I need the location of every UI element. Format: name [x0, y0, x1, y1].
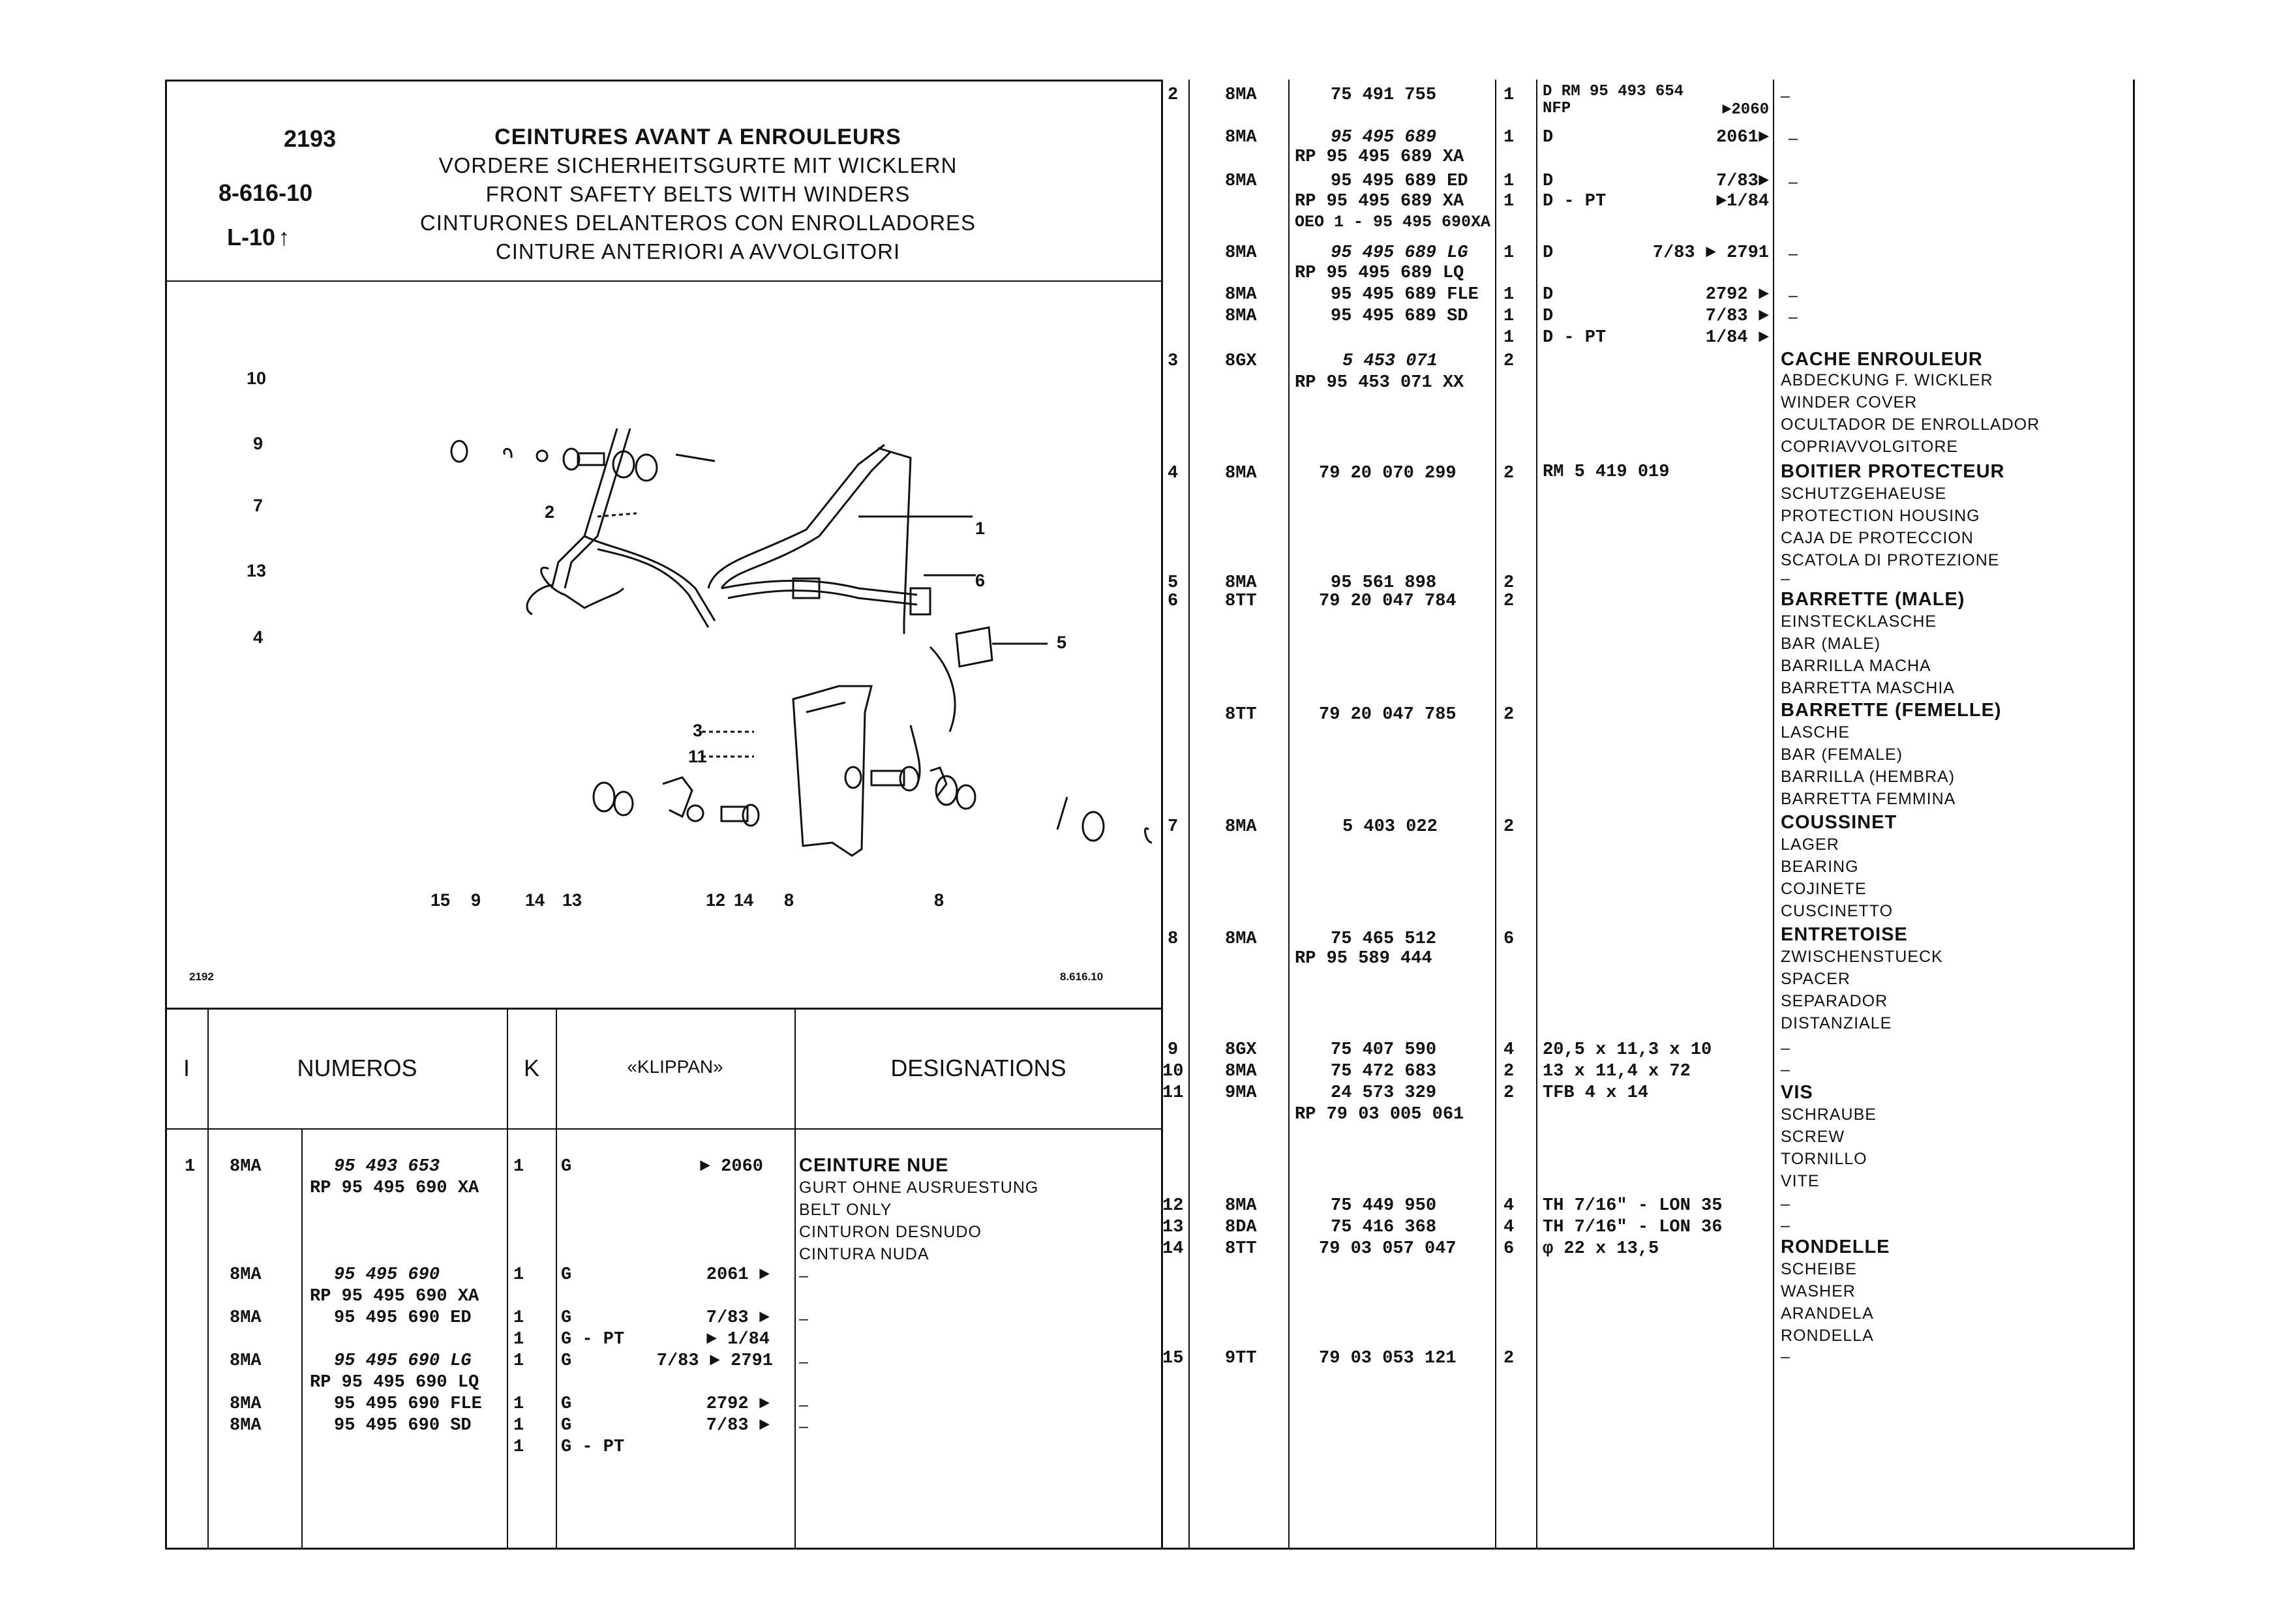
klippan-code: G - PT [561, 1437, 625, 1457]
klippan-code: TFB 4 x 14 [1543, 1083, 1649, 1103]
part-code: 8MA [230, 1308, 262, 1328]
part-code: 8MA [230, 1394, 262, 1414]
part-qty: 2 [1503, 1062, 1515, 1081]
callout-5: 5 [1057, 633, 1067, 652]
part-number: 75 416 368 [1331, 1218, 1437, 1237]
part-rp: OEO 1 - 95 495 690XA [1295, 213, 1491, 232]
designation-dash: – [799, 1396, 809, 1414]
klippan-code: D - PT [1543, 192, 1607, 211]
part-qty: 2 [1503, 573, 1515, 593]
designation-line: SEPARADOR [1781, 992, 1888, 1010]
klippan-range: ►2060 [1721, 101, 1769, 119]
callout-10: 10 [247, 368, 267, 388]
col-numeros-header: NUMEROS [297, 1055, 417, 1081]
part-code: 8MA [1225, 172, 1257, 191]
designation-main: RONDELLE [1781, 1237, 1890, 1257]
part-qty: 1 [1503, 243, 1515, 263]
table-row: 10 [1162, 1062, 1184, 1081]
klippan-code: φ 22 x 13,5 [1543, 1239, 1659, 1259]
designation-dash: – [1781, 1039, 1790, 1057]
part-number: 79 20 070 299 [1319, 464, 1457, 483]
callout-14b: 14 [734, 890, 754, 910]
part-number: 75 407 590 [1331, 1040, 1437, 1060]
part-number: 5 453 071 [1342, 352, 1438, 371]
part-qty: 1 [1503, 172, 1515, 191]
callout-4: 4 [253, 627, 264, 647]
table-row: 12 [1162, 1196, 1184, 1216]
designation-line: BEARING [1781, 858, 1859, 876]
callout-8: 8 [784, 890, 794, 910]
part-qty: 1 [1503, 85, 1515, 105]
table-row: 13 [1162, 1218, 1184, 1237]
designation-line: TORNILLO [1781, 1150, 1867, 1168]
designation-dash: – [1781, 1347, 1790, 1366]
designation-dash: – [799, 1267, 809, 1285]
table-row: 2 [1168, 85, 1179, 105]
part-number: 95 495 690 [334, 1265, 440, 1285]
part-number: 95 493 653 [334, 1157, 440, 1177]
klippan-range: 1/84 ► [1705, 328, 1769, 348]
designation-main: BOITIER PROTECTEUR [1781, 461, 2005, 482]
designation-dash: – [1781, 1216, 1790, 1235]
up-arrow-icon: ↑ [278, 224, 290, 250]
designation-line: LASCHE [1781, 723, 1850, 742]
part-number: 75 472 683 [1331, 1062, 1437, 1081]
part-qty: 1 [513, 1265, 524, 1285]
designation-line: CAJA DE PROTECCION [1781, 529, 1974, 547]
title-block [372, 123, 1024, 266]
part-qty: 1 [513, 1394, 524, 1414]
designation-line: BARRILLA MACHA [1781, 657, 1931, 675]
klippan-range: ► 2060 [699, 1157, 763, 1177]
part-code: 8TT [1225, 705, 1257, 725]
designation-line: SCHEIBE [1781, 1260, 1857, 1278]
part-number: 79 20 047 784 [1319, 592, 1457, 611]
designation-line: OCULTADOR DE ENROLLADOR [1781, 415, 2040, 434]
designation-line: BAR (FEMALE) [1781, 745, 1903, 764]
part-qty: 2 [1503, 705, 1515, 725]
title-fr: CEINTURES AVANT A ENROULEURS [494, 125, 901, 149]
designation-line: COPRIAVVOLGITORE [1781, 438, 1959, 456]
part-qty: 1 [513, 1416, 524, 1435]
table-row: 15 [1162, 1349, 1184, 1368]
part-qty: 1 [513, 1157, 524, 1177]
klippan-code: G [561, 1157, 572, 1177]
designation-line: CINTURA NUDA [799, 1245, 929, 1263]
designation-line: COJINETE [1781, 880, 1867, 898]
callout-11: 11 [688, 747, 707, 766]
part-code: 8MA [230, 1157, 262, 1177]
part-code: 8MA [1225, 1196, 1257, 1216]
designation-line: CINTURON DESNUDO [799, 1223, 982, 1241]
designation-line: GURT OHNE AUSRUESTUNG [799, 1179, 1039, 1197]
level-label [227, 224, 290, 251]
designation-main: BARRETTE (FEMELLE) [1781, 700, 2002, 721]
klippan-code: G [561, 1416, 572, 1435]
table-row: 5 [1168, 573, 1179, 593]
part-code: 8MA [1225, 128, 1257, 147]
klippan-code: 13 x 11,4 x 72 [1543, 1062, 1691, 1081]
table-row: 14 [1162, 1239, 1184, 1259]
klippan-code: TH 7/16" - LON 35 [1543, 1196, 1723, 1216]
part-qty: 6 [1503, 1239, 1515, 1259]
part-qty: 6 [1503, 929, 1515, 949]
part-number: 79 03 053 121 [1319, 1349, 1457, 1368]
designation-line: BARRETTA MASCHIA [1781, 679, 1955, 697]
klippan-code: D - PT [1543, 328, 1607, 348]
designation-main: BARRETTE (MALE) [1781, 589, 1965, 610]
part-qty: 1 [513, 1437, 524, 1457]
part-code: 8MA [230, 1351, 262, 1371]
table-row: 4 [1168, 464, 1179, 483]
klippan-range: 7/83 ► [1705, 307, 1769, 326]
table-row: 8 [1168, 929, 1179, 949]
designation-dash: – [1781, 569, 1790, 588]
klippan-code: D [1543, 128, 1554, 147]
designation-dash: – [799, 1353, 809, 1371]
designation-main: COUSSINET [1781, 812, 1897, 833]
callout-7: 7 [253, 496, 264, 515]
designation-line: SCHRAUBE [1781, 1105, 1877, 1124]
part-number: 79 03 057 047 [1319, 1239, 1457, 1259]
designation-line: VITE [1781, 1172, 1820, 1190]
klippan-code: G [561, 1351, 572, 1371]
designation-main: CEINTURE NUE [799, 1155, 949, 1176]
klippan-range: ►1/84 [1715, 192, 1769, 211]
designation-line: WASHER [1781, 1282, 1856, 1300]
designation-line: SCATOLA DI PROTEZIONE [1781, 551, 2000, 569]
part-qty: 1 [513, 1351, 524, 1371]
part-code: 8MA [1225, 285, 1257, 305]
part-code: 9TT [1225, 1349, 1257, 1368]
callout-8b: 8 [934, 890, 944, 910]
part-qty: 2 [1503, 817, 1515, 837]
part-code: 9MA [1225, 1083, 1257, 1103]
part-code: 8MA [1225, 85, 1257, 105]
callout-9: 9 [253, 434, 264, 453]
part-code: 8TT [1225, 592, 1257, 611]
klippan-code: D RM 95 493 654 [1543, 83, 1684, 100]
designation-line: DISTANZIALE [1781, 1014, 1892, 1032]
callout-13: 13 [247, 561, 267, 580]
part-code: 8GX [1225, 352, 1257, 371]
part-code: 8MA [1225, 573, 1257, 593]
table-row: 9 [1168, 1040, 1179, 1060]
part-number: 95 495 690 FLE [334, 1394, 482, 1414]
designation-line: BARRETTA FEMMINA [1781, 790, 1956, 808]
part-qty: 2 [1503, 592, 1515, 611]
part-qty: 1 [513, 1330, 524, 1349]
klippan-code: NFP [1543, 100, 1571, 117]
designation-line: CUSCINETTO [1781, 902, 1894, 920]
callout-9b: 9 [471, 890, 481, 910]
part-qty: 2 [1503, 1083, 1515, 1103]
klippan-range: 7/83 ► [706, 1308, 770, 1328]
designation-dash: – [1781, 87, 1790, 105]
part-rp: RP 95 495 690 XA [310, 1287, 479, 1306]
designation-line: BARRILLA (HEMBRA) [1781, 768, 1956, 786]
part-code: 8MA [230, 1416, 262, 1435]
part-qty: 1 [1503, 128, 1515, 147]
callout-13b: 13 [562, 890, 582, 910]
klippan-range: 2792 ► [706, 1394, 770, 1414]
designation-dash: – [1781, 1195, 1790, 1213]
part-rp: RP 95 495 689 XA [1295, 192, 1464, 211]
part-rp: RP 79 03 005 061 [1295, 1105, 1464, 1124]
designation-dash: – [1781, 1060, 1790, 1079]
klippan-code: D [1543, 172, 1554, 191]
designation-dash: – [799, 1417, 809, 1435]
part-number: 95 495 689 SD [1331, 307, 1468, 326]
klippan-range: ► 1/84 [706, 1330, 770, 1349]
designation-dash: – [1789, 286, 1798, 305]
klippan-code: G [561, 1394, 572, 1414]
klippan-range: 7/83► [1715, 172, 1769, 191]
table-row: 3 [1168, 352, 1179, 371]
callout-2: 2 [545, 502, 555, 522]
klippan-code: D [1543, 243, 1554, 263]
part-qty: 1 [513, 1308, 524, 1328]
part-code: 8MA [1225, 929, 1257, 949]
part-qty: 2 [1503, 1349, 1515, 1368]
callout-15: 15 [430, 890, 451, 910]
page-ref: 8-616-10 [219, 179, 313, 206]
part-code: 8DA [1225, 1218, 1257, 1237]
part-qty: 1 [1503, 307, 1515, 326]
part-code: 8MA [1225, 464, 1257, 483]
callout-12: 12 [706, 890, 726, 910]
designation-line: PROTECTION HOUSING [1781, 507, 1980, 525]
figure-caption-right: 8.616.10 [1060, 970, 1104, 983]
part-qty: 1 [1503, 328, 1515, 348]
level-text: L-10 [227, 224, 276, 250]
page-code: 2193 [284, 125, 337, 152]
klippan-range: 7/83 ► 2791 [656, 1351, 773, 1371]
designation-line: ABDECKUNG F. WICKLER [1781, 371, 1993, 389]
part-number: 95 495 689 FLE [1331, 285, 1479, 305]
designation-line: BELT ONLY [799, 1201, 892, 1219]
designation-main: ENTRETOISE [1781, 924, 1908, 945]
part-rp: RP 95 495 689 XA [1295, 147, 1464, 167]
designation-line: WINDER COVER [1781, 393, 1918, 412]
table-row: 11 [1162, 1083, 1184, 1103]
klippan-code: G [561, 1308, 572, 1328]
klippan-code: D [1543, 285, 1554, 305]
designation-line: SPACER [1781, 970, 1850, 988]
klippan-range: 7/83 ► 2791 [1652, 243, 1769, 263]
designation-line: SCREW [1781, 1128, 1845, 1146]
part-number: 95 495 690 SD [334, 1416, 472, 1435]
part-number: 75 465 512 [1331, 929, 1437, 949]
col-klippan-header: «KLIPPAN» [627, 1057, 723, 1077]
part-rp: RP 95 495 690 XA [310, 1179, 479, 1198]
col-designations-header: DESIGNATIONS [890, 1055, 1066, 1081]
part-qty: 4 [1503, 1040, 1515, 1060]
title-es: CINTURONES DELANTEROS CON ENROLLADORES [419, 211, 976, 235]
col-i-header: I [183, 1055, 190, 1081]
part-qty: 2 [1503, 464, 1515, 483]
part-number: 95 495 689 ED [1331, 172, 1468, 191]
designation-dash: – [1789, 308, 1798, 326]
part-code: 8MA [1225, 307, 1257, 326]
part-rp: RP 95 589 444 [1295, 949, 1432, 969]
col-k-header: K [523, 1055, 539, 1081]
klippan-code: G - PT [561, 1330, 625, 1349]
klippan-code: G [561, 1265, 572, 1285]
designation-line: BAR (MALE) [1781, 635, 1881, 653]
designation-line: ZWISCHENSTUECK [1781, 948, 1943, 966]
designation-dash: – [1789, 129, 1798, 147]
part-number: 75 491 755 [1331, 85, 1437, 105]
part-qty: 1 [1503, 285, 1515, 305]
klippan-range: 2792 ► [1705, 285, 1769, 305]
part-rp: RP 95 453 071 XX [1295, 373, 1464, 393]
part-number: 95 495 690 ED [334, 1308, 472, 1328]
part-code: 8MA [1225, 1062, 1257, 1081]
klippan-code: RM 5 419 019 [1543, 462, 1670, 482]
part-number: 95 495 690 LG [334, 1351, 472, 1371]
part-qty: 2 [1503, 352, 1515, 371]
callout-14: 14 [525, 890, 545, 910]
part-number: 24 573 329 [1331, 1083, 1437, 1103]
designation-line: LAGER [1781, 835, 1839, 854]
part-number: 95 561 898 [1331, 573, 1437, 593]
part-rp: RP 95 495 690 LQ [310, 1373, 479, 1392]
designation-line: ARANDELA [1781, 1304, 1874, 1323]
table-row: 1 [185, 1157, 196, 1177]
callout-6: 6 [975, 571, 986, 590]
part-number: 95 495 689 LG [1331, 243, 1468, 263]
designation-dash: – [799, 1310, 809, 1328]
table-row: 7 [1168, 817, 1179, 837]
part-code: 8TT [1225, 1239, 1257, 1259]
designation-line: RONDELLA [1781, 1327, 1874, 1345]
part-code: 8MA [1225, 817, 1257, 837]
part-number: 79 20 047 785 [1319, 705, 1457, 725]
designation-dash: – [1789, 245, 1798, 263]
figure-caption-left: 2192 [189, 970, 214, 983]
klippan-range: 7/83 ► [706, 1416, 770, 1435]
callout-1: 1 [975, 518, 986, 538]
designation-main: CACHE ENROULEUR [1781, 349, 1983, 370]
part-number: 75 449 950 [1331, 1196, 1437, 1216]
part-number: 5 403 022 [1342, 817, 1438, 837]
designation-line: SCHUTZGEHAEUSE [1781, 485, 1947, 503]
belt-drawing [167, 282, 1161, 1007]
designation-line: EINSTECKLASCHE [1781, 612, 1937, 631]
klippan-code: TH 7/16" - LON 36 [1543, 1218, 1723, 1237]
part-code: 8MA [1225, 243, 1257, 263]
designation-dash: – [1789, 173, 1798, 191]
callout-3: 3 [693, 721, 703, 740]
klippan-range: 2061 ► [706, 1265, 770, 1285]
klippan-code: 20,5 x 11,3 x 10 [1543, 1040, 1712, 1060]
title-it: CINTURE ANTERIORI A AVVOLGITORI [495, 239, 901, 263]
part-code: 8GX [1225, 1040, 1257, 1060]
part-qty: 4 [1503, 1218, 1515, 1237]
title-de: VORDERE SICHERHEITSGURTE MIT WICKLERN [438, 153, 958, 177]
part-number: 95 495 689 [1331, 128, 1437, 147]
part-rp: RP 95 495 689 LQ [1295, 263, 1464, 283]
klippan-range: 2061► [1715, 128, 1769, 147]
part-qty: 4 [1503, 1196, 1515, 1216]
klippan-code: D [1543, 307, 1554, 326]
part-qty: 1 [1503, 192, 1515, 211]
part-code: 8MA [230, 1265, 262, 1285]
designation-main: VIS [1781, 1082, 1813, 1103]
title-en: FRONT SAFETY BELTS WITH WINDERS [485, 182, 911, 206]
table-row: 6 [1168, 592, 1179, 611]
